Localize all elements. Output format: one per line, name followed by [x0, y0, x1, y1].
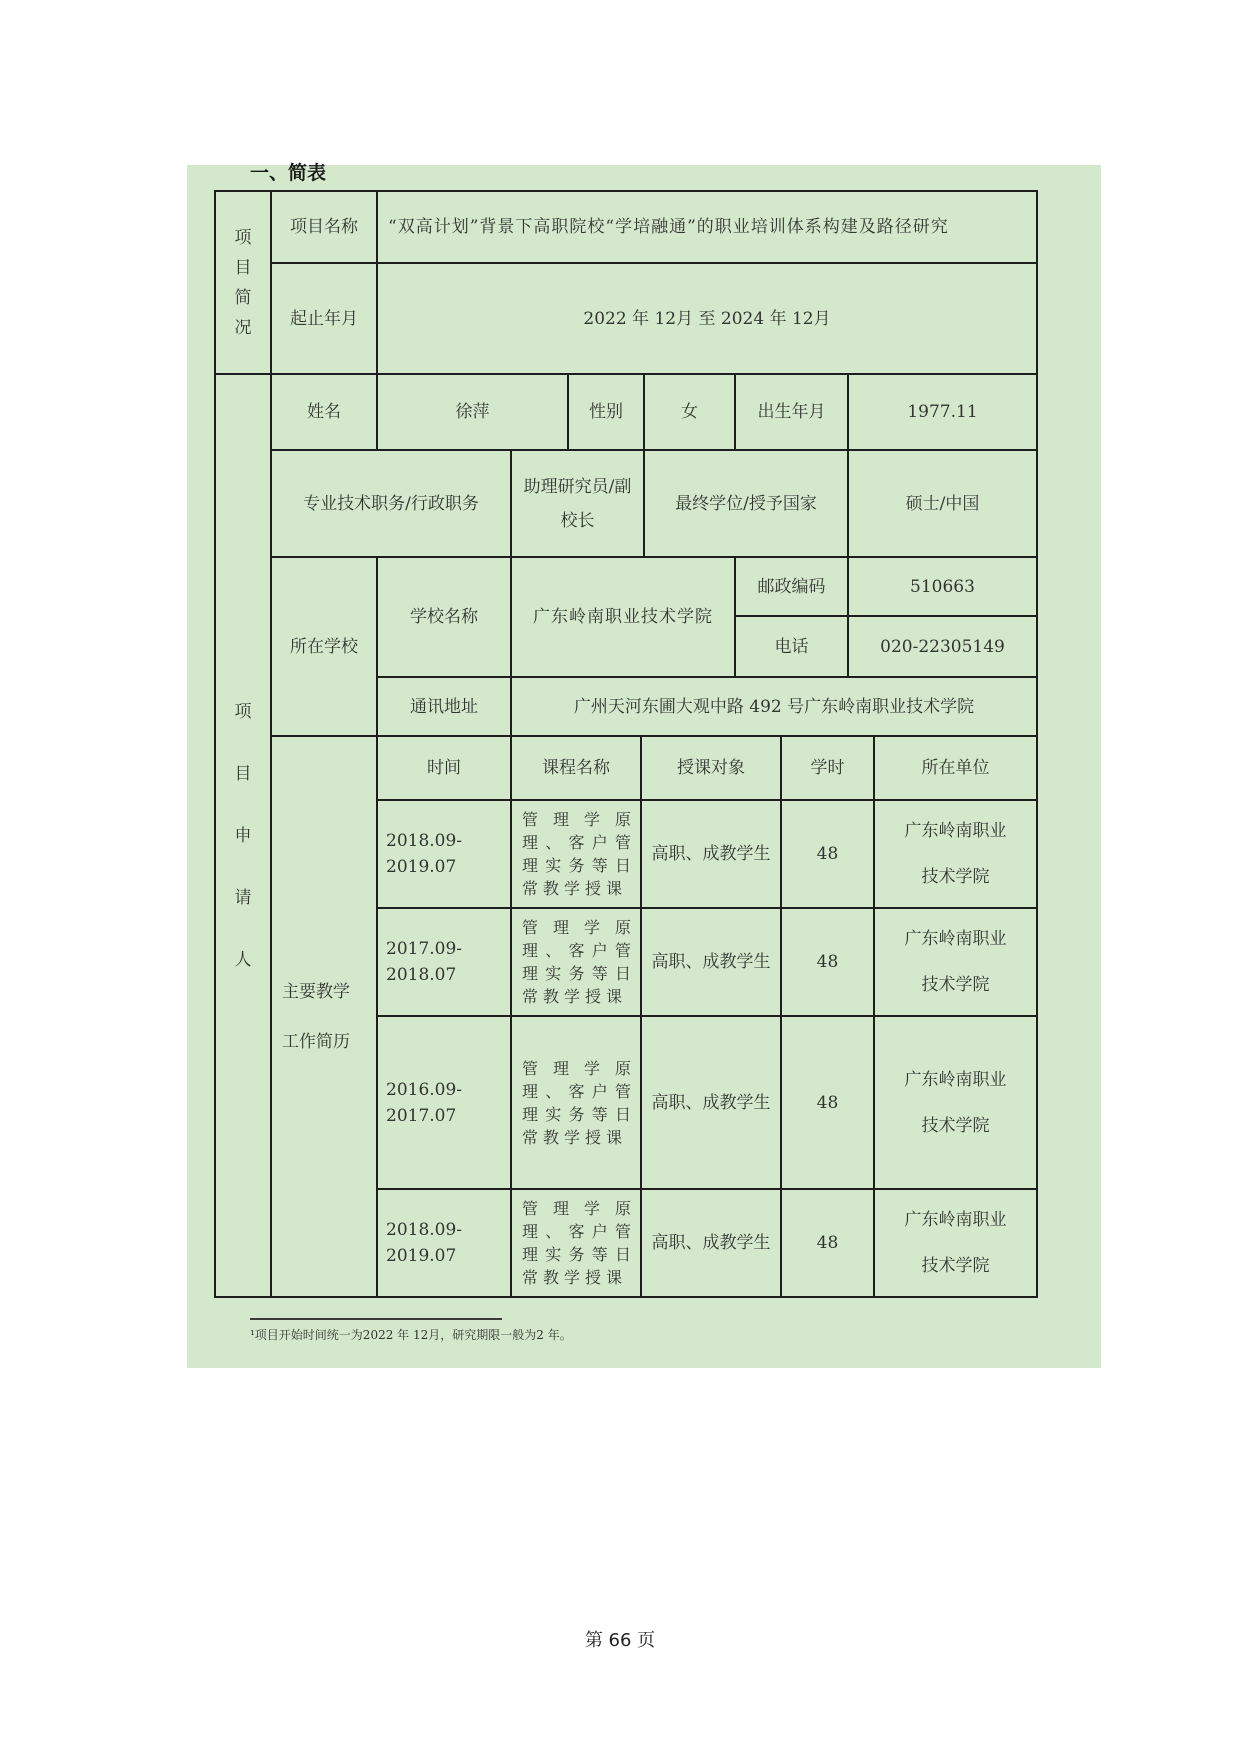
phone-value: 020-22305149	[880, 636, 1005, 657]
title-label: 专业技术职务/行政职务	[303, 493, 479, 514]
teaching-label: 主要教学工作简历	[282, 981, 350, 1052]
teaching-row-unit: 广东岭南职业技术学院	[904, 929, 1007, 995]
teaching-row-unit: 广东岭南职业技术学院	[904, 821, 1007, 887]
teaching-header-unit: 所在单位	[921, 758, 990, 778]
title-value: 助理研究员/副校长	[523, 476, 632, 531]
teaching-row-unit: 广东岭南职业技术学院	[904, 1210, 1007, 1276]
overview-group-label: 项 目 简 况	[234, 227, 252, 338]
project-name-label: 项目名称	[290, 217, 358, 237]
teaching-row-course: 管理学原理、客户管理实务等日常教学授课	[522, 1199, 636, 1287]
name-label: 姓名	[307, 402, 341, 422]
teaching-row-hours: 48	[816, 952, 839, 972]
teaching-row-time: 2018.09-2019.07	[386, 831, 463, 877]
teaching-header-hours: 学时	[810, 758, 845, 778]
teaching-row-time: 2016.09-2017.07	[386, 1079, 463, 1126]
birth-value: 1977.11	[907, 402, 978, 422]
degree-label: 最终学位/授予国家	[675, 493, 817, 514]
gender-label: 性别	[589, 402, 623, 422]
teaching-row-course: 管理学原理、客户管理实务等日常教学授课	[522, 1058, 636, 1147]
teaching-row-course: 管理学原理、客户管理实务等日常教学授课	[522, 918, 636, 1006]
teaching-row-hours: 48	[816, 1092, 839, 1113]
gender-value: 女	[681, 402, 698, 422]
school-group-label: 所在学校	[290, 636, 358, 657]
teaching-row-hours: 48	[816, 1233, 839, 1253]
teaching-row-time: 2017.09-2018.07	[386, 939, 463, 985]
teaching-header-target: 授课对象	[677, 758, 745, 778]
school-name-label: 学校名称	[410, 607, 478, 627]
teaching-row-target: 高职、成教学生	[651, 952, 771, 972]
period-value: 2022 年 12月 至 2024 年 12月	[583, 308, 831, 329]
degree-value: 硕士/中国	[905, 493, 980, 514]
address-value: 广州天河东圃大观中路 492 号广东岭南职业技术学院	[573, 696, 975, 717]
teaching-row-target: 高职、成教学生	[651, 1092, 771, 1113]
postcode-value: 510663	[910, 576, 975, 597]
teaching-row-target: 高职、成教学生	[651, 844, 771, 864]
section-title: 一、简表	[250, 162, 327, 184]
name-value: 徐萍	[455, 402, 490, 422]
teaching-header-course: 课程名称	[542, 758, 610, 778]
phone-label: 电话	[774, 636, 809, 657]
teaching-header-time: 时间	[427, 758, 461, 778]
address-label: 通讯地址	[410, 696, 478, 717]
postcode-label: 邮政编码	[757, 576, 826, 597]
project-name-value: “双高计划”背景下高职院校“学培融通”的职业培训体系构建及路径研究	[388, 217, 949, 237]
birth-label: 出生年月	[757, 402, 826, 422]
page-number: 第 66 页	[584, 1630, 656, 1651]
teaching-row-unit: 广东岭南职业技术学院	[904, 1069, 1007, 1136]
school-name-value: 广东岭南职业技术学院	[533, 607, 713, 627]
period-label: 起止年月	[290, 308, 358, 329]
teaching-row-course: 管理学原理、客户管理实务等日常教学授课	[522, 810, 636, 898]
teaching-row-time: 2018.09-2019.07	[386, 1220, 463, 1266]
teaching-row-hours: 48	[816, 844, 839, 864]
project-summary-form	[214, 190, 1038, 1300]
teaching-row-target: 高职、成教学生	[651, 1233, 771, 1253]
footnote-separator	[250, 1318, 502, 1320]
footnote: ¹项目开始时间统一为2022 年 12月，研究期限一般为2 年。	[250, 1328, 572, 1342]
applicant-group-label: 项 目 申 请 人	[234, 701, 252, 970]
